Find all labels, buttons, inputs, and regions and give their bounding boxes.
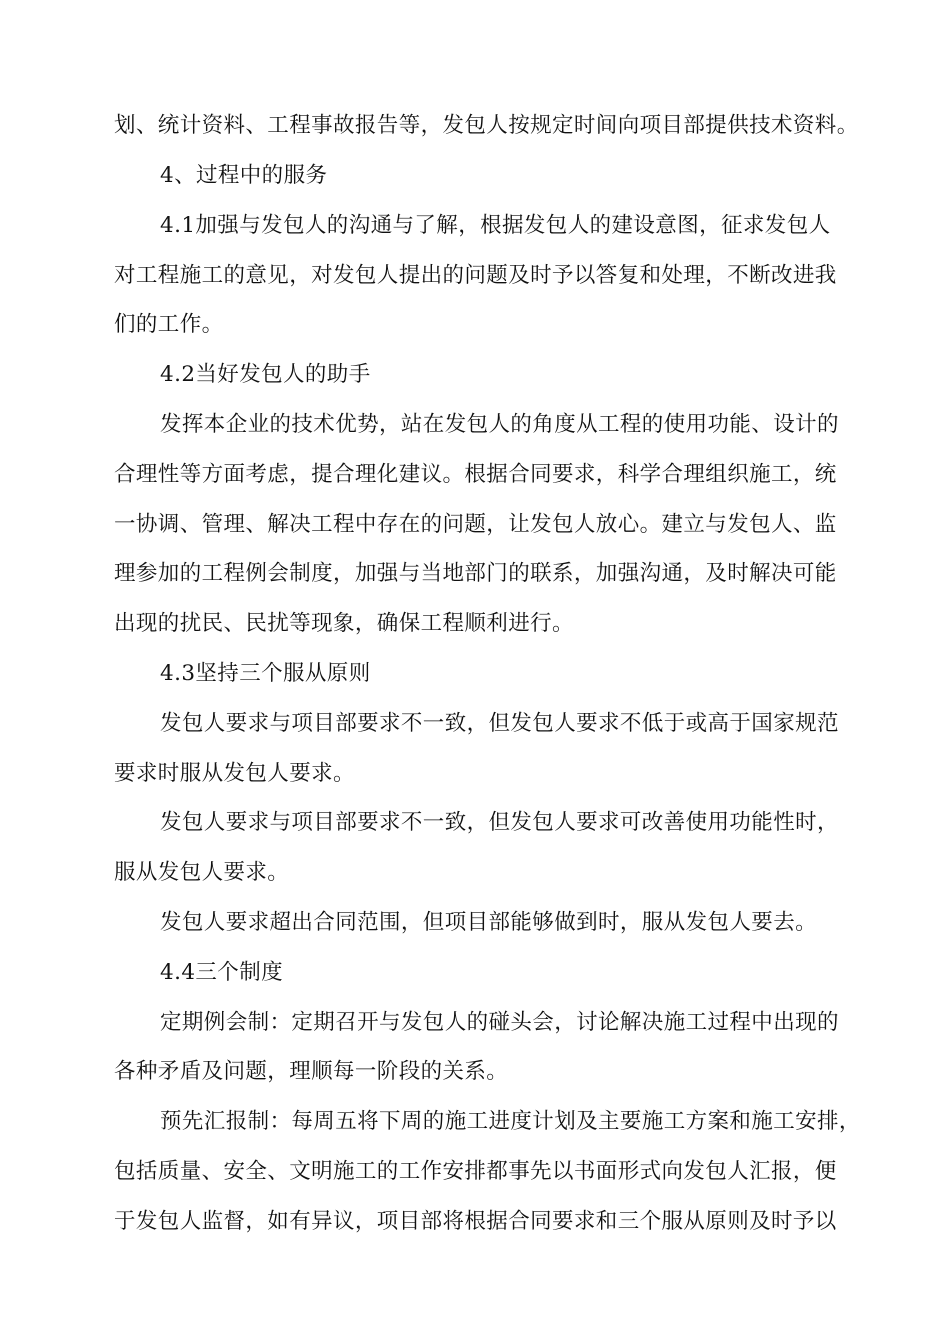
section-heading-4-3: 4.3坚持三个服从原则 — [160, 661, 371, 686]
paragraph-4-4-b-line-2: 包括质量、安全、文明施工的工作安排都事先以书面形式向发包人汇报，便 — [114, 1159, 837, 1184]
paragraph-4-4-a-line-1: 定期例会制：定期召开与发包人的碰头会，讨论解决施工过程中出现的 — [160, 1010, 839, 1035]
paragraph-4-3-c-line-1: 发包人要求超出合同范围，但项目部能够做到时，服从发包人要去。 — [160, 910, 818, 935]
paragraph-4-2-line-2: 合理性等方面考虑，提合理化建议。根据合同要求，科学合理组织施工，统 — [114, 462, 837, 487]
paragraph-4-3-b-line-2: 服从发包人要求。 — [114, 860, 290, 885]
paragraph-4-1-line-2: 对工程施工的意见，对发包人提出的问题及时予以答复和处理，不断改进我 — [114, 263, 837, 288]
paragraph-4-4-b-line-1: 预先汇报制：每周五将下周的施工进度计划及主要施工方案和施工安排， — [160, 1109, 861, 1134]
section-heading-4: 4、过程中的服务 — [160, 163, 328, 188]
paragraph-4-1-line-3: 们的工作。 — [114, 312, 224, 337]
paragraph-4-1-line-1: 4.1加强与发包人的沟通与了解，根据发包人的建设意图，征求发包人 — [160, 213, 831, 238]
paragraph-4-3-a-line-2: 要求时服从发包人要求。 — [114, 761, 355, 786]
paragraph-4-3-a-line-1: 发包人要求与项目部要求不一致，但发包人要求不低于或高于国家规范 — [160, 711, 839, 736]
paragraph-4-2-line-4: 理参加的工程例会制度，加强与当地部门的联系，加强沟通，及时解决可能 — [114, 561, 837, 586]
paragraph-4-3-b-line-1: 发包人要求与项目部要求不一致，但发包人要求可改善使用功能性时， — [160, 810, 839, 835]
section-heading-4-4: 4.4三个制度 — [160, 960, 283, 985]
section-heading-4-2: 4.2当好发包人的助手 — [160, 362, 371, 387]
paragraph-4-4-a-line-2: 各种矛盾及问题，理顺每一阶段的关系。 — [114, 1059, 509, 1084]
text-line-continuation: 划、统计资料、工程事故报告等，发包人按规定时间向项目部提供技术资料。 — [114, 113, 859, 138]
paragraph-4-2-line-1: 发挥本企业的技术优势，站在发包人的角度从工程的使用功能、设计的 — [160, 412, 839, 437]
paragraph-4-2-line-5: 出现的扰民、民扰等现象，确保工程顺利进行。 — [114, 611, 574, 636]
paragraph-4-2-line-3: 一协调、管理、解决工程中存在的问题，让发包人放心。建立与发包人、监 — [114, 512, 837, 537]
paragraph-4-4-b-line-3: 于发包人监督，如有异议，项目部将根据合同要求和三个服从原则及时予以 — [114, 1209, 837, 1234]
